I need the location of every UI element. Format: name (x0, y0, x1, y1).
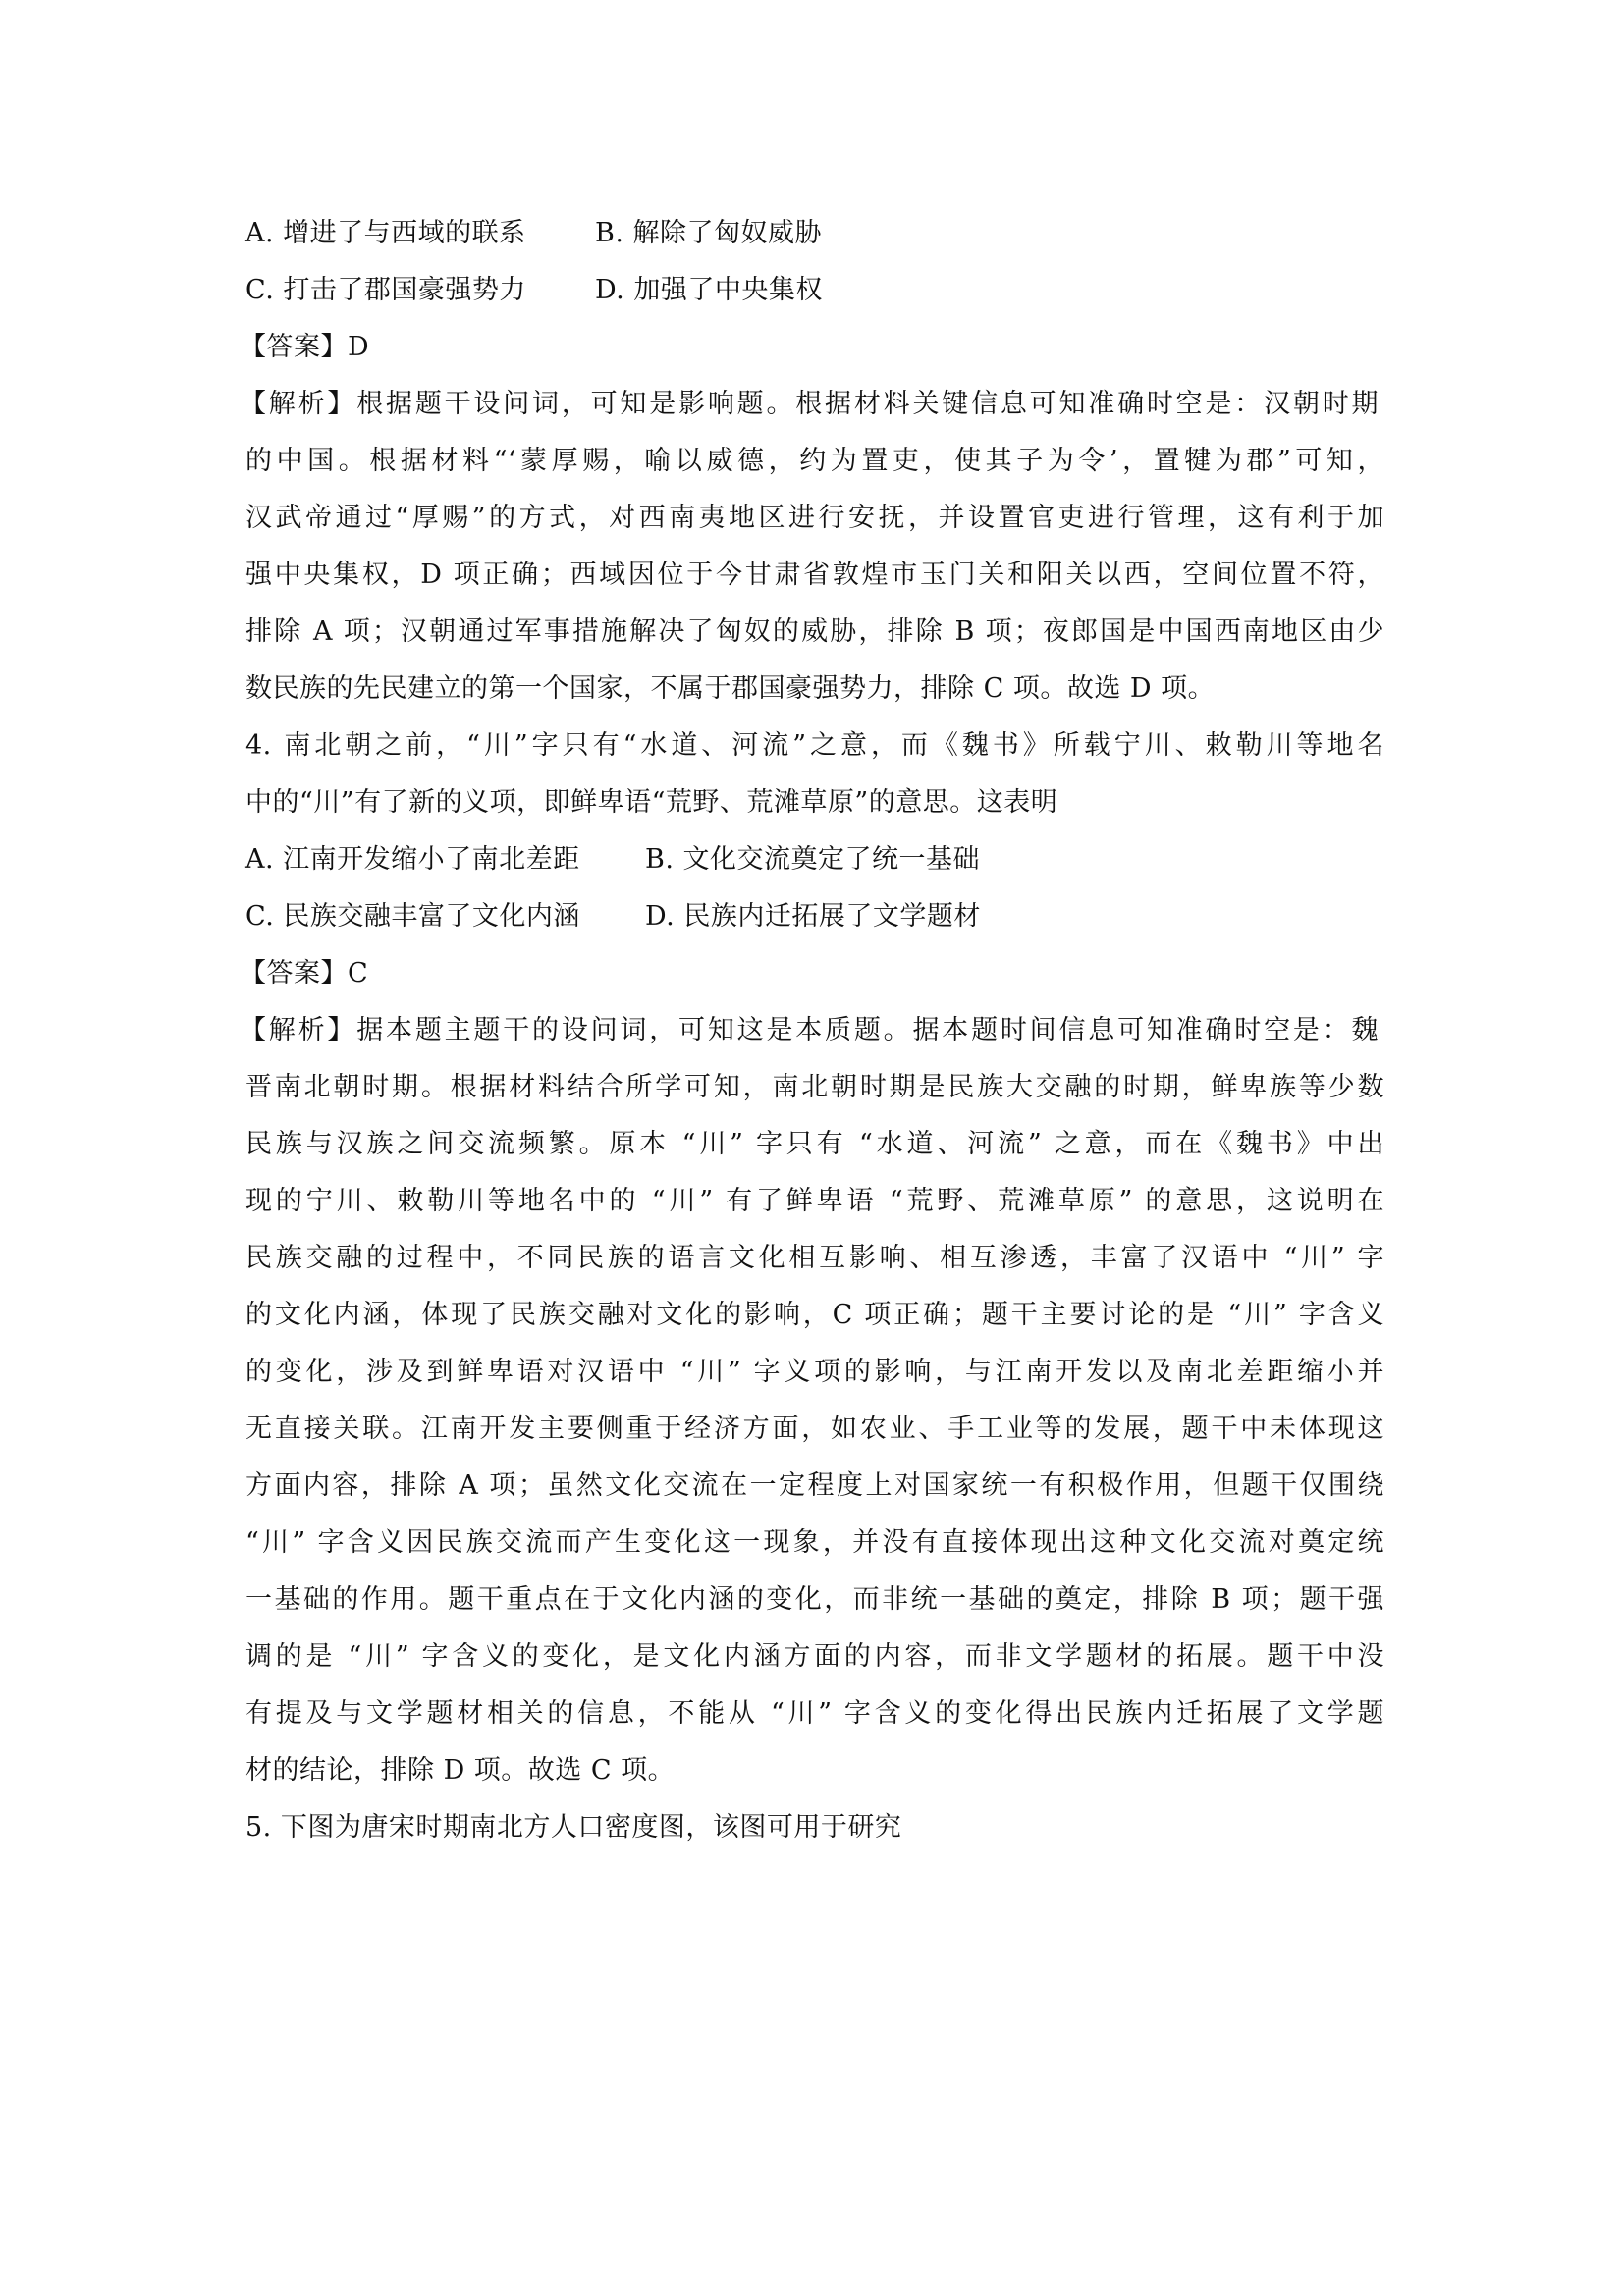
q4-stem-line: 4. 南北朝之前，“川”字只有“水道、河流”之意，而《魏书》所载宁川、敕勒川等地名 (245, 730, 1384, 761)
q3-analysis-line: 强中央集权，D 项正确；西域因位于今甘肃省敦煌市玉门关和阳关以西，空间位置不符， (245, 560, 1384, 590)
q3-options-row-1 (245, 211, 1394, 268)
q4-analysis-line: 【解析】据本题主题干的设问词，可知这是本质题。据本题时间信息可知准确时空是：魏 (240, 1015, 1379, 1045)
q4-analysis-line: 的文化内涵，体现了民族交融对文化的影响，C 项正确；题干主要讨论的是 “川” 字含义 (245, 1300, 1384, 1330)
q3-analysis-line: 排除 A 项；汉朝通过军事措施解决了匈奴的威胁，排除 B 项；夜郎国是中国西南地区由少 (245, 616, 1384, 647)
q4-analysis-line: 方面内容，排除 A 项；虽然文化交流在一定程度上对国家统一有积极作用，但题干仅围绕 (245, 1470, 1384, 1501)
q4-analysis-line: 民族与汉族之间交流频繁。原本 “川” 字只有 “水道、河流” 之意，而在《魏书》中出 (245, 1129, 1384, 1159)
q4-option-b: B. 文化交流奠定了统一基础 (645, 844, 981, 875)
q3-analysis-line: 汉武帝通过“厚赐”的方式，对西南夷地区进行安抚，并设置官吏进行管理，这有利于加 (245, 503, 1384, 533)
document-page (240, 211, 1394, 1862)
q3-options-row-2 (245, 268, 1394, 325)
q4-analysis-line: 民族交融的过程中，不同民族的语言文化相互影响、相互渗透，丰富了汉语中 “川” 字 (245, 1243, 1384, 1273)
q3-answer: 【答案】D (240, 332, 370, 362)
q4-option-a: A. 江南开发缩小了南北差距 (245, 844, 580, 875)
q4-analysis-line: 现的宁川、敕勒川等地名中的 “川” 有了鲜卑语 “荒野、荒滩草原” 的意思，这说明在 (245, 1186, 1384, 1216)
q4-option-c: C. 民族交融丰富了文化内涵 (245, 901, 580, 932)
q4-analysis-line: 晋南北朝时期。根据材料结合所学可知，南北朝时期是民族大交融的时期，鲜卑族等少数 (245, 1072, 1384, 1102)
q3-option-d: D. 加强了中央集权 (595, 275, 823, 305)
q4-options-row-1 (245, 837, 1394, 894)
q4-analysis-line: 的变化，涉及到鲜卑语对汉语中 “川” 字义项的影响，与江南开发以及南北差距缩小并 (245, 1357, 1384, 1387)
q4-analysis-line: 一基础的作用。题干重点在于文化内涵的变化，而非统一基础的奠定，排除 B 项；题干强 (245, 1584, 1384, 1615)
q4-stem-line: 中的“川”有了新的义项，即鲜卑语“荒野、荒滩草原”的意思。这表明 (245, 787, 1058, 818)
q4-options-row-2 (245, 894, 1394, 951)
q4-analysis-line: 调的是 “川” 字含义的变化，是文化内涵方面的内容，而非文学题材的拓展。题干中没 (245, 1641, 1384, 1672)
q3-analysis-line: 的中国。根据材料“‘蒙厚赐，喻以威德，约为置吏，使其子为令’，置犍为郡”可知， (245, 446, 1384, 476)
q3-analysis-line: 【解析】根据题干设问词，可知是影响题。根据材料关键信息可知准确时空是：汉朝时期 (240, 389, 1379, 419)
q3-option-b: B. 解除了匈奴威胁 (595, 218, 823, 248)
q3-analysis-line: 数民族的先民建立的第一个国家，不属于郡国豪强势力，排除 C 项。故选 D 项。 (245, 673, 1216, 704)
q4-analysis-line: “川” 字含义因民族交流而产生变化这一现象，并没有直接体现出这种文化交流对奠定统 (245, 1527, 1384, 1558)
q4-analysis-line: 无直接关联。江南开发主要侧重于经济方面，如农业、手工业等的发展，题干中未体现这 (245, 1414, 1384, 1444)
q5-stem-line: 5. 下图为唐宋时期南北方人口密度图，该图可用于研究 (245, 1812, 902, 1842)
q4-option-d: D. 民族内迁拓展了文学题材 (645, 901, 981, 932)
q3-option-a: A. 增进了与西域的联系 (245, 218, 526, 248)
q4-analysis-line: 有提及与文学题材相关的信息，不能从 “川” 字含义的变化得出民族内迁拓展了文学题 (245, 1698, 1384, 1729)
q4-answer: 【答案】C (240, 958, 369, 988)
q4-analysis-line: 材的结论，排除 D 项。故选 C 项。 (245, 1755, 676, 1786)
q3-option-c: C. 打击了郡国豪强势力 (245, 275, 526, 305)
